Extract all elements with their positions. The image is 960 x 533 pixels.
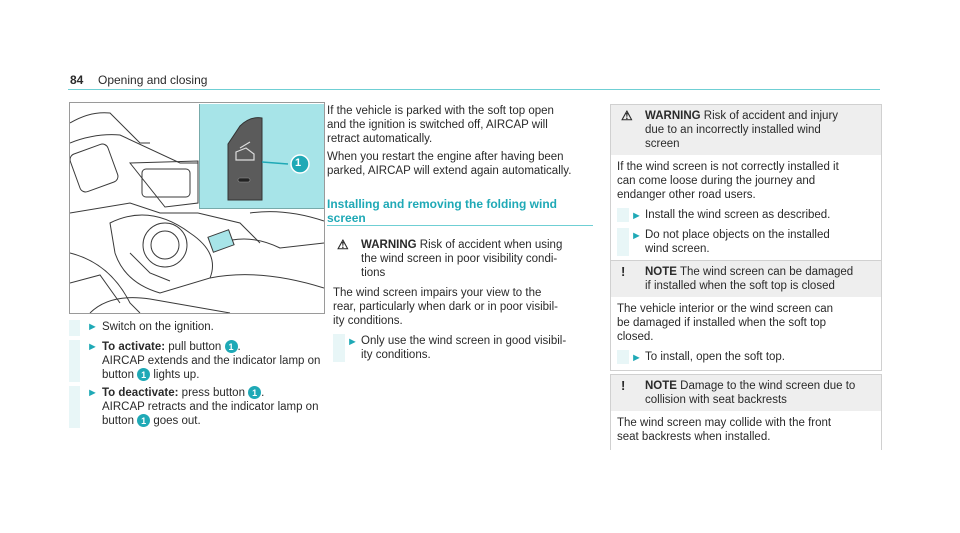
warning-poor-visibility: ⚠ WARNING Risk of accident when using the wind screen in poor visibility condi- tions The wind screen impairs your view to the rear, particularly when dark or in poor visibil- ity conditions. ► Only use the wind screen in good visibil- ity conditions.: [327, 234, 593, 368]
arrow-icon: ►: [87, 387, 98, 399]
warning-incorrect-install: ⚠ WARNING Risk of accident and injury due to an incorrectly installed wind screen If the wind screen is not correctly installed it can come loose during the journey and endanger other road users. ► Install the wind screen as described. ► Do not place objects on the installed wind screen.: [610, 104, 882, 263]
warning-icon: ⚠: [337, 237, 349, 252]
section-rule: [327, 225, 593, 226]
arrow-icon: ►: [631, 210, 642, 222]
arrow-icon: ►: [631, 352, 642, 364]
step-activate: ► To activate: pull button 1 . AIRCAP extends and the indicator lamp on button 1 lights up.: [69, 340, 323, 382]
arrow-icon: ►: [87, 341, 98, 353]
callout-badge: 1: [137, 414, 150, 427]
note-seat-backrest-collision: ! NOTE Damage to the wind screen due to collision with seat backrests The wind screen may collide with the front seat backrests when installed.: [610, 374, 882, 450]
page-title: Opening and closing: [98, 73, 208, 87]
callout-badge: 1: [248, 386, 261, 399]
center-console-illustration: [69, 102, 325, 314]
callout-badge: 1: [225, 340, 238, 353]
arrow-icon: ►: [347, 336, 358, 348]
action-item: ► Only use the wind screen in good visibil- ity conditions.: [333, 334, 587, 362]
callout-number: 1: [295, 157, 302, 169]
callout-badge: 1: [137, 368, 150, 381]
aircap-button-drawing: [200, 104, 324, 208]
warning-icon: ⚠: [621, 108, 633, 123]
note-icon: !: [621, 378, 626, 393]
note-icon: !: [621, 264, 626, 279]
aircap-auto-retract-text: If the vehicle is parked with the soft top open and the ignition is switched off, AIRCAP will retract automatically.: [327, 105, 554, 145]
header-rule: [68, 89, 880, 90]
section-heading: Installing and removing the folding wind screen: [327, 197, 557, 225]
note-soft-top-closed: ! NOTE The wind screen can be damaged if installed when the soft top is closed The vehicle interior or the wind screen can be damaged if installed when the soft top closed. ► To install, open the soft top.: [610, 260, 882, 371]
action-item: ► Do not place objects on the installed wind screen.: [617, 228, 875, 256]
action-item: ► Install the wind screen as described.: [617, 208, 875, 222]
action-item: ► To install, open the soft top.: [617, 350, 875, 364]
page-number: 84: [70, 73, 84, 87]
step-switch-on: ► Switch on the ignition.: [69, 320, 323, 336]
arrow-icon: ►: [631, 230, 642, 242]
aircap-auto-extend-text: When you restart the engine after having been parked, AIRCAP will extend again automatically.: [327, 151, 572, 177]
arrow-icon: ►: [87, 321, 98, 333]
step-deactivate: ► To deactivate: press button 1 . AIRCAP retracts and the indicator lamp on button 1 goes out.: [69, 386, 323, 428]
button-detail-inset: [199, 104, 324, 209]
